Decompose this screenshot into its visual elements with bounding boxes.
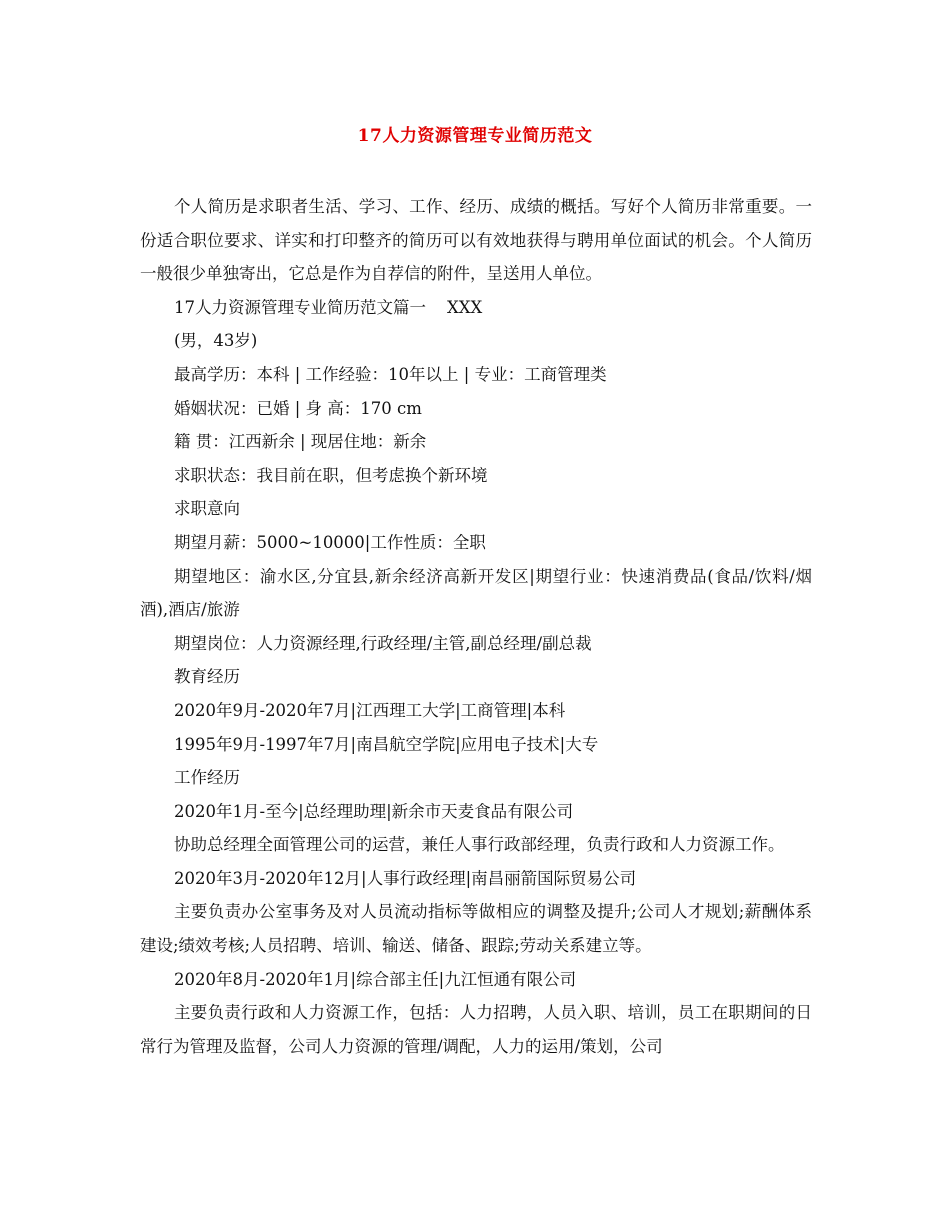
- work-item-description: 主要负责办公室事务及对人员流动指标等做相应的调整及提升;公司人才规划;薪酬体系建设;绩效考核;人员招聘、培训、输送、储备、跟踪;劳动关系建立等。: [140, 902, 812, 956]
- work-item-description: 主要负责行政和人力资源工作，包括：人力招聘，人员入职、培训，员工在职期间的日常行为管理及监督，公司人力资源的管理/调配，人力的运用/策划，公司: [140, 1003, 812, 1056]
- document-body: [140, 190, 812, 1063]
- work-item-header: 2020年3月-2020年12月|人事行政经理|南昌丽箭国际贸易公司: [174, 868, 637, 888]
- intro-paragraph: 个人简历是求职者生活、学习、工作、经历、成绩的概括。写好个人简历非常重要。一份适合职位要求、详实和打印整齐的简历可以有效地获得与聘用单位面试的机会。个人简历一般很少单独寄出，它总是作为自荐信的附件，呈送用人单位。: [140, 197, 812, 284]
- expected-position: 期望岗位：人力资源经理,行政经理/主管,副总经理/副总裁: [174, 633, 592, 653]
- expected-region: 期望地区：渝水区,分宜县,新余经济高新开发区|期望行业：快速消费品(食品/饮料/烟酒),酒店/旅游: [140, 566, 812, 620]
- education-item: 1995年9月-1997年7月|南昌航空学院|应用电子技术|大专: [174, 734, 599, 754]
- work-item-description: 协助总经理全面管理公司的运营，兼任人事行政部经理，负责行政和人力资源工作。: [174, 835, 785, 855]
- resume-heading: 17人力资源管理专业简历范文篇一 XXX: [174, 297, 483, 317]
- marital-height: 婚姻状况：已婚 | 身 高：170 cm: [174, 398, 422, 418]
- education-experience-major: 最高学历：本科 | 工作经验：10年以上 | 专业：工商管理类: [174, 364, 607, 384]
- work-item-header: 2020年1月-至今|总经理助理|新余市天麦食品有限公司: [174, 801, 574, 821]
- job-status: 求职状态：我目前在职，但考虑换个新环境: [174, 465, 488, 485]
- origin-residence: 籍 贯：江西新余 | 现居住地：新余: [174, 432, 427, 452]
- education-item: 2020年9月-2020年7月|江西理工大学|工商管理|本科: [174, 700, 566, 720]
- work-item-header: 2020年8月-2020年1月|综合部主任|九江恒通有限公司: [174, 969, 577, 989]
- section-education: 教育经历: [174, 667, 240, 687]
- document-title: 17人力资源管理专业简历范文: [357, 126, 593, 146]
- expected-salary: 期望月薪：5000~10000|工作性质：全职: [174, 532, 486, 552]
- section-job-intent: 求职意向: [174, 499, 240, 519]
- section-work: 工作经历: [174, 768, 240, 788]
- gender-age: (男，43岁): [174, 331, 258, 351]
